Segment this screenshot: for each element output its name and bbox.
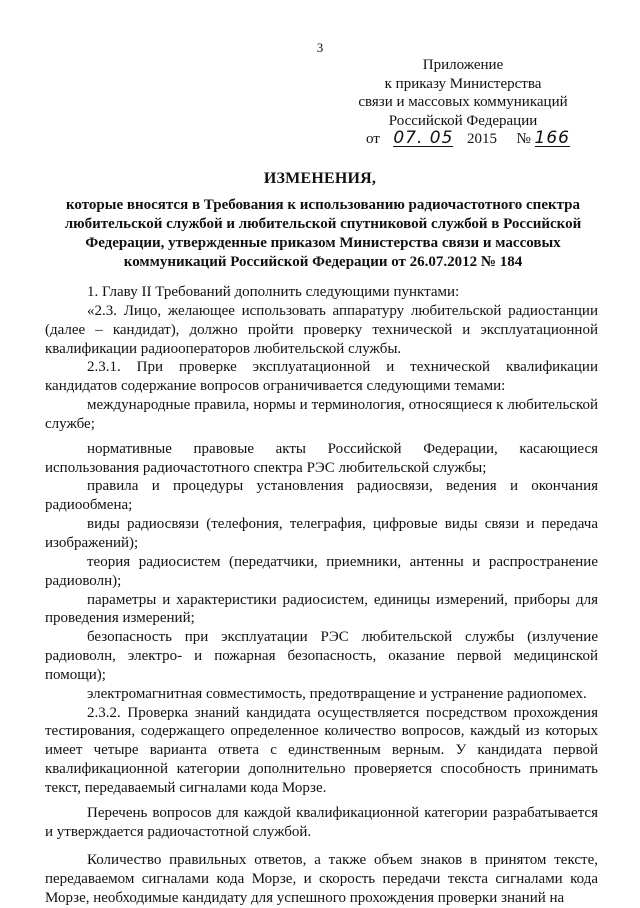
document-subtitle: которые вносятся в Требования к использованию радиочастотного спектра любительской службой и любительской спутниковой службой в Российской Федерации, утвержденные приказом Министерства связи и массовых коммуникаций Российской Федерации от 26.07.2012 № 184 [64,197,582,270]
paragraph: безопасность при эксплуатации РЭС любительской службы (излучение радиоволн, электро- и пожарная безопасность, оказание первой медицинской помощи); [45,629,598,683]
document-title: ИЗМЕНЕНИЯ, [263,170,377,187]
paragraph: теория радиосистем (передатчики, приемники, антенны и распространение радиоволн); [45,553,598,589]
handwritten-date: 07. 05 [393,128,454,149]
document-body [45,283,598,908]
appendix-line: Российской Федерации [388,112,538,129]
page-number: 3 [316,40,324,55]
date-prefix: от [366,131,380,148]
appendix-line: связи и массовых коммуникаций [358,94,568,111]
paragraph: «2.3. Лицо, желающее использовать аппаратуру любительской радиостанции (далее – кандидат), должно пройти проверку технической и эксплуатационной квалификации радиооператоров любительской службы. [45,302,598,357]
paragraph: 2.3.2. Проверка знаний кандидата осуществляется посредством прохождения тестирования, содержащего определенное количество вопросов, каждый из которых имеет четыре варианта ответа с единственным верным. У кандидата первой квалификационной категории дополнительно проверяется способность принимать текст, передаваемый сигналами кода Морзе. [45,704,598,796]
appendix-line: Приложение [422,57,504,73]
handwritten-order-number: 166 [534,128,570,149]
number-sign: № [516,131,531,148]
paragraph: виды радиосвязи (телефония, телеграфия, цифровые виды связи и передача изображений); [45,516,598,551]
appendix-line: к приказу Министерства [384,75,542,92]
paragraph: нормативные правовые акты Российской Федерации, касающиеся использования радиочастотного спектра РЭС любительской службы; [45,440,598,476]
paragraph: Количество правильных ответов, а также объем знаков в принятом тексте, передаваемом сигналами кода Морзе, и скорость передачи текста сигналами кода Морзе, необходимые кандидату для успешного прохождения проверки знаний на [45,852,598,907]
paragraph: 1. Главу II Требований дополнить следующими пунктами: [87,284,460,300]
paragraph: 2.3.1. При проверке эксплуатационной и технической квалификации кандидатов содержание вопросов ограничивается следующими темами: [45,359,598,395]
paragraph: международные правила, нормы и терминология, относящиеся к любительской службе; [45,397,598,432]
paragraph: Перечень вопросов для каждой квалификационной категории разрабатывается и утверждается радиочастотной службой. [45,804,598,840]
order-year: 2015 [466,131,497,148]
paragraph: электромагнитная совместимость, предотвращение и устранение радиопомех. [87,685,587,702]
order-date-line [348,130,578,149]
appendix-block [348,56,578,149]
paragraph: параметры и характеристики радиосистем, единицы измерений, приборы для проведения измерений; [45,591,598,627]
paragraph: правила и процедуры установления радиосвязи, ведения и окончания радиообмена; [45,478,598,514]
